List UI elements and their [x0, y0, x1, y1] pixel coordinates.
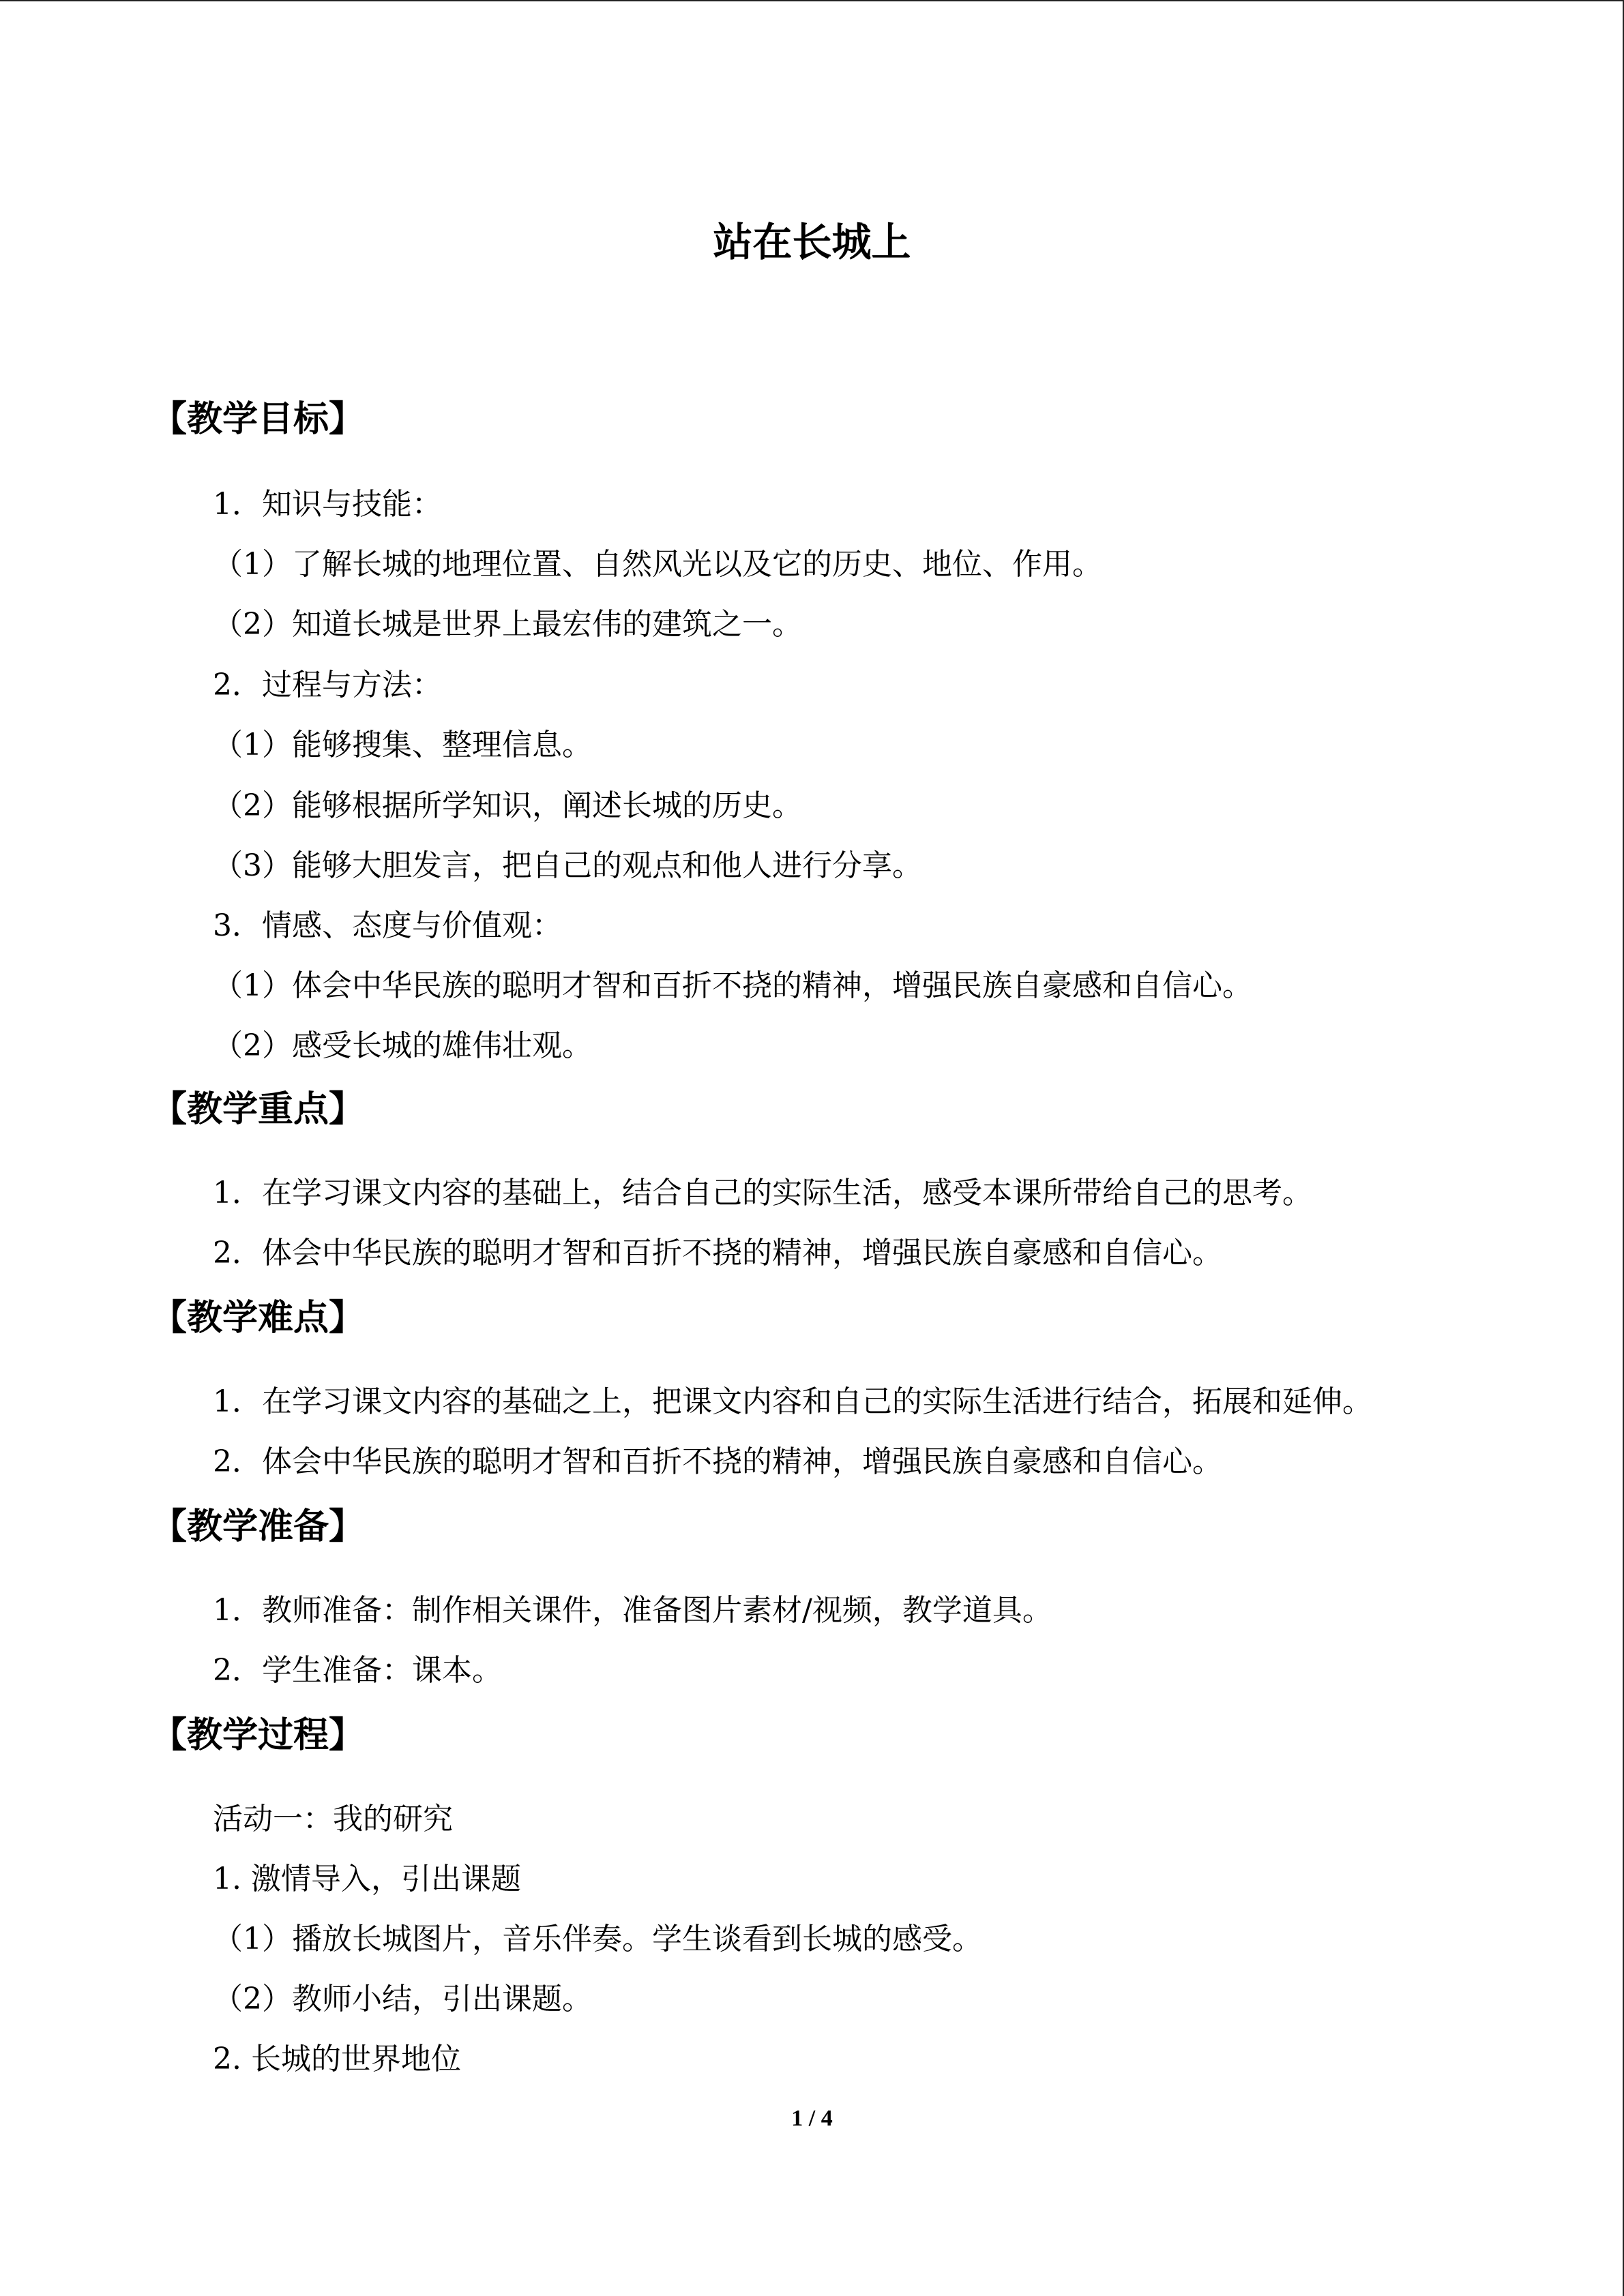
process-line-1: 活动一：我的研究: [213, 1802, 453, 1836]
difficulties-line-1: 1．在学习课文内容的基础之上，把课文内容和自己的实际生活进行结合，拓展和延伸。: [213, 1384, 1372, 1419]
goals-line-3: （2）知道长城是世界上最宏伟的建筑之一。: [213, 607, 802, 642]
section-heading-process: 【教学过程】: [151, 1715, 365, 1756]
section-heading-goals: 【教学目标】: [151, 399, 365, 440]
process-line-3: （1）播放长城图片，音乐伴奏。学生谈看到长城的感受。: [213, 1922, 982, 1956]
goals-line-4: 2．过程与方法：: [213, 668, 442, 702]
section-heading-key-points: 【教学重点】: [151, 1089, 365, 1130]
goals-line-6: （2）能够根据所学知识，阐述长城的历史。: [213, 788, 802, 823]
preparation-line-1: 1．教师准备：制作相关课件，准备图片素材/视频，教学道具。: [213, 1593, 1052, 1628]
difficulties-line-2: 2．体会中华民族的聪明才智和百折不挠的精神，增强民族自豪感和自信心。: [213, 1444, 1222, 1479]
page-title: 站在长城上: [713, 219, 911, 265]
goals-line-10: （2）感受长城的雄伟壮观。: [213, 1028, 592, 1063]
goals-line-5: （1）能够搜集、整理信息。: [213, 728, 592, 762]
goals-line-8: 3．情感、态度与价值观：: [213, 908, 562, 943]
goals-line-2: （1）了解长城的地理位置、自然风光以及它的历史、地位、作用。: [213, 547, 1102, 582]
section-heading-preparation: 【教学准备】: [151, 1506, 365, 1547]
key-points-line-2: 2．体会中华民族的聪明才智和百折不挠的精神，增强民族自豪感和自信心。: [213, 1236, 1222, 1270]
section-heading-difficulties: 【教学难点】: [151, 1298, 365, 1339]
goals-line-7: （3）能够大胆发言，把自己的观点和他人进行分享。: [213, 848, 922, 883]
goals-line-9: （1）体会中华民族的聪明才智和百折不挠的精神，增强民族自豪感和自信心。: [213, 968, 1252, 1003]
goals-line-1: 1．知识与技能：: [213, 487, 442, 522]
preparation-line-2: 2．学生准备：课本。: [213, 1653, 502, 1688]
key-points-line-1: 1．在学习课文内容的基础上，结合自己的实际生活，感受本课所带给自己的思考。: [213, 1176, 1312, 1210]
process-line-2: 1. 激情导入，引出课题: [213, 1862, 521, 1896]
process-line-4: （2）教师小结，引出课题。: [213, 1982, 592, 2016]
page-number: 1 / 4: [791, 2106, 833, 2131]
process-line-5: 2. 长城的世界地位: [213, 2042, 461, 2076]
